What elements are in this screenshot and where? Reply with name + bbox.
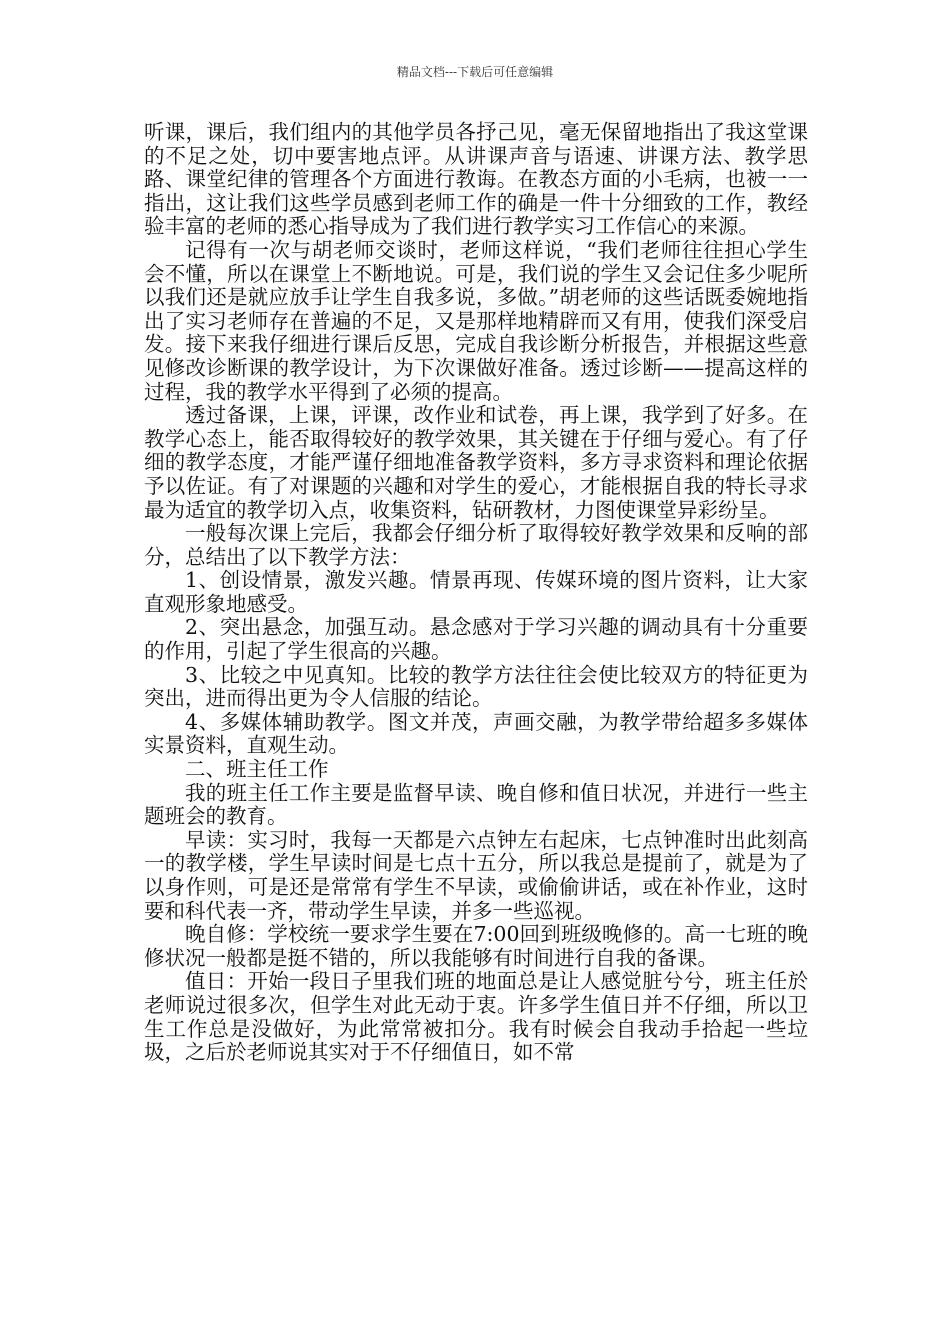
paragraph-8: 值日：开始一段日子里我们班的地面总是让人感觉脏兮兮，班主任於老师说过很多次，但学生对此无动于衷。许多学生值日并不仔细，所以卫生工作总是没做好，为此常常被扣分。我有时候会自我动手拾起一些垃圾，之后於老师说其实对于不仔细值日，如不常 [144, 969, 808, 1065]
paragraph-5: 我的班主任工作主要是监督早读、晚自修和值日状况，并进行一些主题班会的教育。 [144, 780, 808, 829]
list-item-2: 2、突出悬念，加强互动。悬念感对于学习兴趣的调动具有十分重要的作用，引起了学生很高的兴趣。 [144, 615, 808, 664]
paragraph-3: 透过备课，上课，评课，改作业和试卷，再上课，我学到了好多。在教学心态上，能否取得较好的教学效果，其关键在于仔细与爱心。有了仔细的教学态度，才能严谨仔细地准备教学资料，多方寻求资料和理论依据予以佐证。有了对课题的兴趣和对学生的爱心，才能根据自我的特长寻求最为适宜的教学切入点，收集资料，钻研教材，力图使课堂异彩纷呈。 [144, 403, 808, 522]
list-item-1: 1、创设情景，激发兴趣。情景再现、传媒环境的图片资料，让大家直观形象地感受。 [144, 568, 808, 616]
list-item-4: 4、多媒体辅助教学。图文并茂，声画交融，为教学带给超多多媒体实景资料，直观生动。 [144, 709, 808, 758]
section-heading: 二、班主任工作 [185, 757, 329, 782]
paragraph-1: 听课，课后，我们组内的其他学员各抒己见，毫无保留地指出了我这堂课的不足之处，切中要害地点评。从讲课声音与语速、讲课方法、教学思路、课堂纪律的管理各个方面进行教诲。在教态方面的小毛病，也被一一指出，这让我们这些学员感到老师工作的确是一件十分细致的工作，教经验丰富的老师的悉心指导成为了我们进行教学实习工作信心的来源。 [144, 120, 808, 239]
paragraph-6: 早读：实习时，我每一天都是六点钟左右起床，七点钟准时出此刻高一的教学楼，学生早读时间是七点十五分，所以我总是提前了，就是为了以身作则，可是还是常常有学生不早读，或偷偷讲话，或在补作业，这时要和科代表一齐，带动学生早读，并多一些巡视。 [144, 827, 808, 923]
page-header: 精品文档---下载后可任意编辑 [396, 65, 554, 79]
document-body [144, 121, 808, 1065]
paragraph-4: 一般每次课上完后，我都会仔细分析了取得较好教学效果和反响的部分，总结出了以下教学方法： [144, 521, 808, 569]
paragraph-2: 记得有一次与胡老师交谈时，老师这样说，“我们老师往往担心学生会不懂，所以在课堂上不断地说。可是，我们说的学生又会记住多少呢所以我们还是就应放手让学生自我多说，多做。”胡老师的这些话既委婉地指出了实习老师存在普遍的不足，又是那样地精辟而又有用，使我们深受启发。接下来我仔细进行课后反思，完成自我诊断分析报告，并根据这些意见修改诊断课的教学设计，为下次课做好准备。透过诊断——提高这样的过程，我的教学水平得到了必须的提高。 [144, 237, 808, 404]
paragraph-7: 晚自修：学校统一要求学生要在7:00回到班级晚修的。高一七班的晚修状况一般都是挺不错的，所以我能够有时间进行自我的备课。 [144, 922, 808, 970]
list-item-3: 3、比较之中见真知。比较的教学方法往往会使比较双方的特征更为突出，进而得出更为令人信服的结论。 [144, 662, 808, 711]
